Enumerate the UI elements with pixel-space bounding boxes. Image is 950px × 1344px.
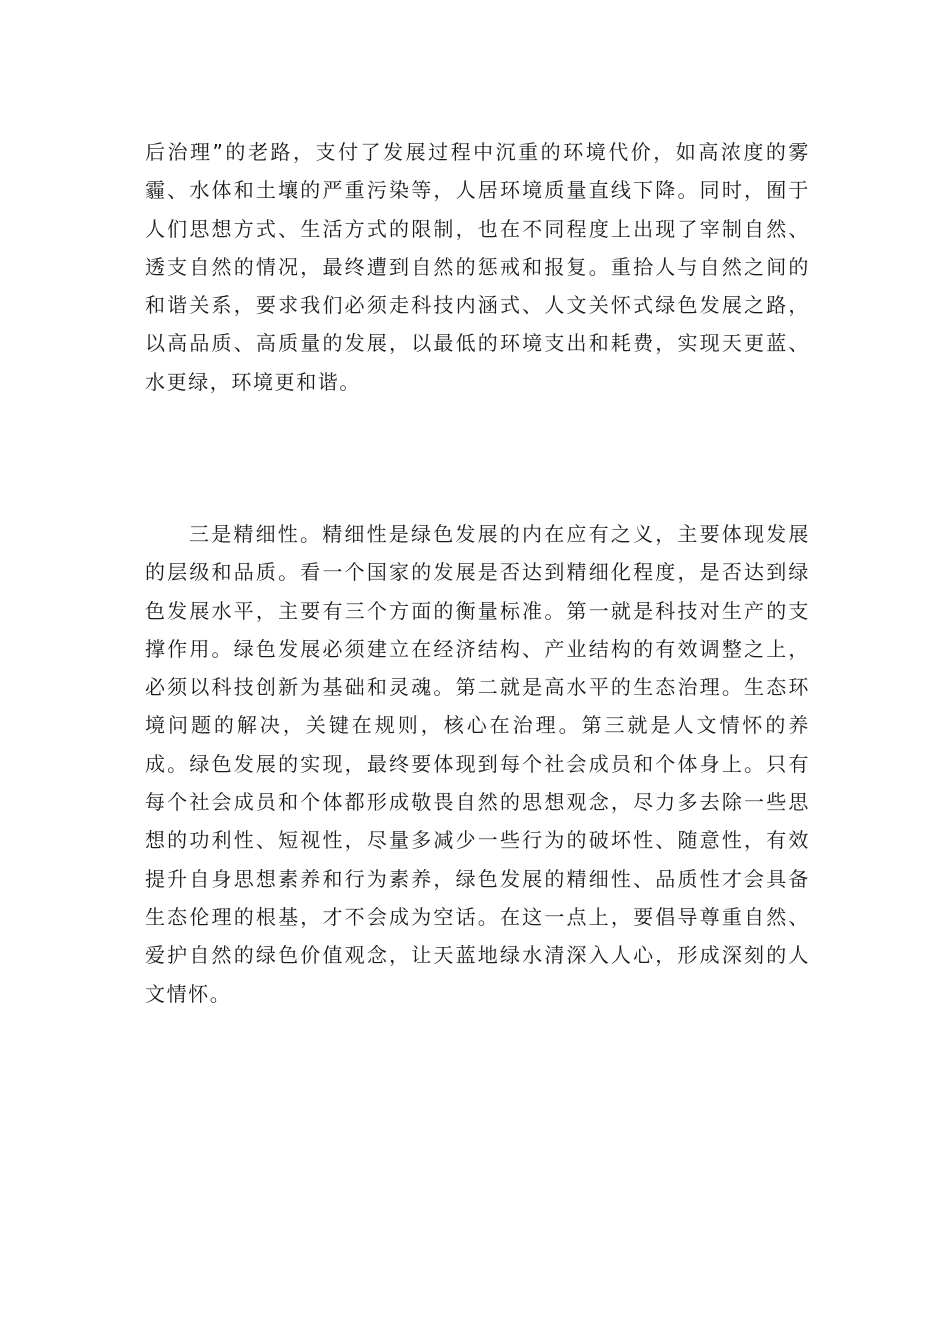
paragraph-precision: 三是精细性。精细性是绿色发展的内在应有之义，主要体现发展的层级和品质。看一个国家的发展是否达到精细化程度，是否达到绿色发展水平，主要有三个方面的衡量标准。第一就是科技对生产的支撑作用。绿色发展必须建立在经济结构、产业结构的有效调整之上，必须以科技创新为基础和灵魂。第二就是高水平的生态治理。生态环境问题的解决，关键在规则，核心在治理。第三就是人文情怀的养成。绿色发展的实现，最终要体现到每个社会成员和个体身上。只有每个社会成员和个体都形成敬畏自然的思想观念，尽力多去除一些思想的功利性、短视性，尽量多减少一些行为的破坏性、随意性，有效提升自身思想素养和行为素养，绿色发展的精细性、品质性才会具备生态伦理的根基，才不会成为空话。在这一点上，要倡导尊重自然、爱护自然的绿色价值观念，让天蓝地绿水清深入人心，形成深刻的人文情怀。 — [145, 522, 810, 1006]
paragraph-continued: 后治理”的老路，支付了发展过程中沉重的环境代价，如高浓度的雾霾、水体和土壤的严重污染等，人居环境质量直线下降。同时，囿于人们思想方式、生活方式的限制，也在不同程度上出现了宰制自然、透支自然的情况，最终遭到自然的惩戒和报复。重拾人与自然之间的和谐关系，要求我们必须走科技内涵式、人文关怀式绿色发展之路，以高品质、高质量的发展，以最低的环境支出和耗费，实现天更蓝、水更绿，环境更和谐。 — [145, 140, 810, 394]
